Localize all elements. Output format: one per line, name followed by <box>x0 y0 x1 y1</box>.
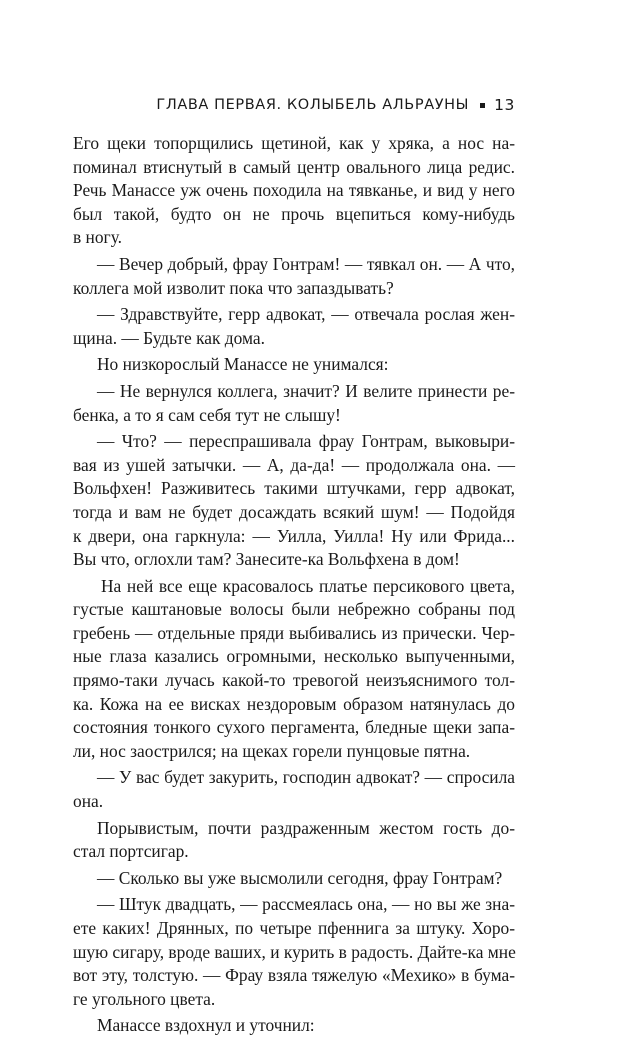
text-line: тогда и вам не будет досаждать всякий шум! — Подойдя <box>73 501 515 522</box>
paragraph <box>73 253 515 300</box>
text-line: ка. Кожа на ее висках нездоровым образом натянулась до <box>73 693 515 714</box>
paragraph <box>73 575 515 764</box>
text-line: На ней все еще красовалось платье персикового цвета, <box>101 575 515 596</box>
text-line: в ногу. <box>73 227 122 248</box>
chapter-title: ГЛАВА ПЕРВАЯ. КОЛЫБЕЛЬ АЛЬРАУНЫ <box>156 97 470 113</box>
body-text <box>73 132 515 1038</box>
text-line: ли, нос заострился; на щеках горели пунцовые пятна. <box>73 740 471 761</box>
text-line: ные глаза казались огромными, несколько выпученными, <box>73 646 515 667</box>
text-line: Но низкорослый Манассе не унимался: <box>97 354 389 375</box>
text-line: стал портсигар. <box>73 841 189 862</box>
text-line: ге угольного цвета. <box>73 988 216 1009</box>
text-line: — Штук двадцать, — рассмеялась она, — но вы же зна- <box>97 894 515 915</box>
text-line: шую сигару, вроде ваших, и курить в радость. Дайте-ка мне <box>73 941 516 962</box>
running-head <box>156 96 515 114</box>
text-line: Порывистым, почти раздраженным жестом гость до- <box>97 817 515 838</box>
paragraph <box>73 893 515 1011</box>
paragraph <box>73 303 515 350</box>
text-line: был такой, будто он не прочь вцепиться кому-нибудь <box>73 203 515 224</box>
page-number: 13 <box>494 96 515 114</box>
text-line: вот эту, толстую. — Фрау взяла тяжелую «Мехико» в бума- <box>73 965 515 986</box>
text-line: ете каких! Дрянных, по четыре пфеннига за штуку. Хоро- <box>73 918 515 938</box>
paragraph <box>73 1014 515 1038</box>
text-line: Манассе вздохнул и уточнил: <box>97 1015 315 1036</box>
text-line: щина. — Будьте как дома. <box>73 327 265 348</box>
text-line: коллега мой изволит пока что запаздывать? <box>73 277 394 298</box>
text-line: она. <box>73 791 104 812</box>
text-line: гребень — отдельные пряди выбивались из прически. Чер- <box>73 622 515 643</box>
text-line: — У вас будет закурить, господин адвокат? — спросила <box>97 767 515 788</box>
text-line: состояния тонкого сухого пергамента, бледные щеки запа- <box>73 717 515 738</box>
text-line: Вольфхен! Разживитесь такими штучками, герр адвокат, <box>73 478 515 499</box>
text-line: бенка, а то я сам себя тут не слышу! <box>73 404 341 425</box>
text-line: — Не вернулся коллега, значит? И велите принести ре- <box>97 380 515 401</box>
text-line: Его щеки топорщились щетиной, как у хряка, а нос на- <box>73 133 515 153</box>
paragraph <box>73 817 515 864</box>
text-line: прямо-таки лучась какой-то тревогой неизъяснимого тол- <box>73 670 515 691</box>
text-line: к двери, она гаркнула: — Уилла, Уилла! Ну или Фрида... <box>73 525 515 546</box>
paragraph <box>73 380 515 427</box>
text-line: — Сколько вы уже высмолили сегодня, фрау Гонтрам? <box>97 867 503 888</box>
text-line: — Вечер добрый, фрау Гонтрам! — тявкал он. — А что, <box>97 253 515 274</box>
text-line: вая из ушей затычки. — А, да-да! — продолжала она. — <box>73 454 515 475</box>
paragraph <box>73 132 515 250</box>
text-line: — Что? — переспрашивала фрау Гонтрам, выковыри- <box>97 431 515 452</box>
paragraph <box>73 353 515 377</box>
paragraph <box>73 867 515 891</box>
text-line: поминал втиснутый в самый центр овального лица редис. <box>73 156 515 177</box>
separator-bullet <box>480 103 485 108</box>
text-line: Вы что, оглохли там? Занесите-ка Вольфхена в дом! <box>73 549 460 570</box>
text-line: Речь Манассе уж очень походила на тявканье, и вид у него <box>73 180 515 201</box>
paragraph <box>73 766 515 813</box>
text-line: густые каштановые волосы были небрежно собраны под <box>73 599 515 620</box>
paragraph <box>73 430 515 572</box>
text-line: — Здравствуйте, герр адвокат, — отвечала рослая жен- <box>97 304 515 325</box>
